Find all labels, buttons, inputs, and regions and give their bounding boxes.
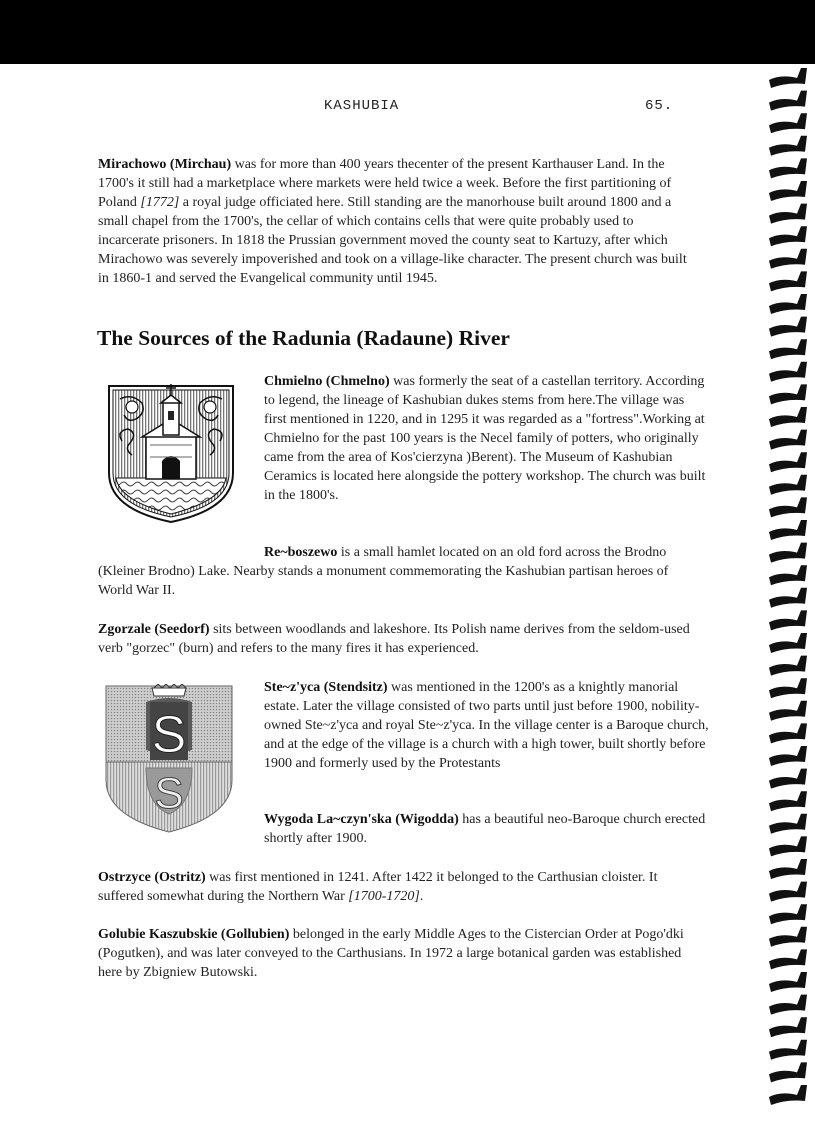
binding-coil [769, 836, 807, 856]
binding-coil [769, 927, 807, 947]
running-head: KASHUBIA [324, 98, 400, 114]
binding-coil [769, 769, 807, 789]
binding-coil [769, 565, 807, 585]
binding-coil [769, 678, 807, 698]
binding-coil [769, 91, 807, 111]
entry-stezyca: Ste~z'yca (Stendsitz) was mentioned in the 1200's as a knightly manorial estate. Later the village consisted of two parts until just before 1900, nobility-owned Ste~z'yca and royal Ste~z'yca. In the village center is a Baroque church, and at the edge of the village is a church with a high tower, built shortly before 1900 and formerly used by the Protestants [264, 680, 709, 771]
binding-coil [769, 520, 807, 540]
entry-reboszewo: Re~boszewo is a small hamlet located on an old ford across the Brodno (Kleiner Brodno) Lake. Nearby stands a monument commemorating the Kashubian partisan heroes of World War II. [98, 545, 669, 598]
binding-coil [769, 249, 807, 269]
binding-coil [769, 1017, 807, 1037]
binding-coil [769, 430, 807, 450]
binding-coil [769, 543, 807, 563]
binding-coil [769, 1040, 807, 1060]
section-title: The Sources of the Radunia (Radaune) River [97, 326, 510, 350]
binding-coil [769, 1085, 807, 1105]
binding-coil [769, 633, 807, 653]
binding-coil [769, 656, 807, 676]
entry-mirachowo: Mirachowo (Mirchau) was for more than 400 years thecenter of the present Karthauser Land. In the 1700's it still had a marketplace where markets were held twice a week. Before the first partitioning of Poland [1772] a royal judge officiated here. Still standing are the manorhouse built around 1800 and a small chapel from the 1700's, the cellar of which contains cells that were quite probably used to incarcerate prisoners. In 1818 the Prussian government moved the county seat to Kartuzy, after which Mirachowo was severely impoverished and took on a village-like character. The present church was built in 1860-1 and served the Evangelical community until 1945. [98, 157, 687, 286]
binding-coil [769, 746, 807, 766]
binding-coil [769, 384, 807, 404]
binding-coil [769, 362, 807, 382]
page-number: 65. [645, 98, 674, 114]
entry-ostrzyce: Ostrzyce (Ostritz) was first mentioned in 1241. After 1422 it belonged to the Carthusian cloister. It suffered somewhat during the Northern War [1700-1720]. [98, 870, 658, 904]
binding-coil [769, 701, 807, 721]
binding-coil [769, 904, 807, 924]
binding-coil [769, 204, 807, 224]
binding-coil [769, 452, 807, 472]
entry-wygoda: Wygoda La~czyn'ska (Wigodda) has a beautiful neo-Baroque church erected shortly after 1900. [264, 812, 706, 846]
binding-coil [769, 995, 807, 1015]
chmielno-coat-of-arms [106, 383, 236, 525]
binding-coil [769, 181, 807, 201]
scan-top-band [0, 0, 815, 64]
entry-zgorzale: Zgorzale (Seedorf) sits between woodlands and lakeshore. Its Polish name derives from the seldom-used verb "gorzec" (burn) and refers to the many fires it has experienced. [98, 622, 690, 656]
binding-coil [769, 68, 807, 88]
binding-coil [769, 791, 807, 811]
binding-coil [769, 949, 807, 969]
spiral-binding [763, 60, 815, 1123]
binding-coil [769, 1062, 807, 1082]
entry-chmielno: Chmielno (Chmelno) was formerly the seat of a castellan territory. According to legend, the lineage of Kashubian dukes stems from here.The village was first mentioned in 1220, and in 1295 it was regarded as a "fortress".Working at Chmielno for the past 100 years is the Necel family of potters, who originally came from the area of Kos'cierzyna )Berent). The Museum of Kashubian Ceramics is located here alongside the pottery workshop. The church was built in the 1800's. [264, 374, 706, 503]
stezyca-coat-of-arms [104, 684, 234, 834]
binding-coil [769, 317, 807, 337]
binding-coil [769, 136, 807, 156]
binding-coil [769, 475, 807, 495]
binding-coil [769, 497, 807, 517]
binding-coil [769, 226, 807, 246]
binding-coil [769, 294, 807, 314]
binding-coil [769, 407, 807, 427]
binding-coil [769, 972, 807, 992]
binding-coil [769, 882, 807, 902]
binding-coil [769, 271, 807, 291]
binding-coil [769, 814, 807, 834]
binding-coil [769, 588, 807, 608]
binding-coil [769, 158, 807, 178]
crest-letter-upper: S [151, 706, 187, 764]
binding-coil [769, 859, 807, 879]
binding-coil [769, 723, 807, 743]
binding-coil [769, 339, 807, 359]
crest-letter-lower: S [154, 769, 184, 818]
binding-coil [769, 113, 807, 133]
binding-coil [769, 610, 807, 630]
entry-golubie: Golubie Kaszubskie (Gollubien) belonged in the early Middle Ages to the Cistercian Order at Pogo'dki (Pogutken), and was later conveyed to the Carthusians. In 1972 a large botanical garden was established here by Zbigniew Butowski. [98, 927, 684, 980]
